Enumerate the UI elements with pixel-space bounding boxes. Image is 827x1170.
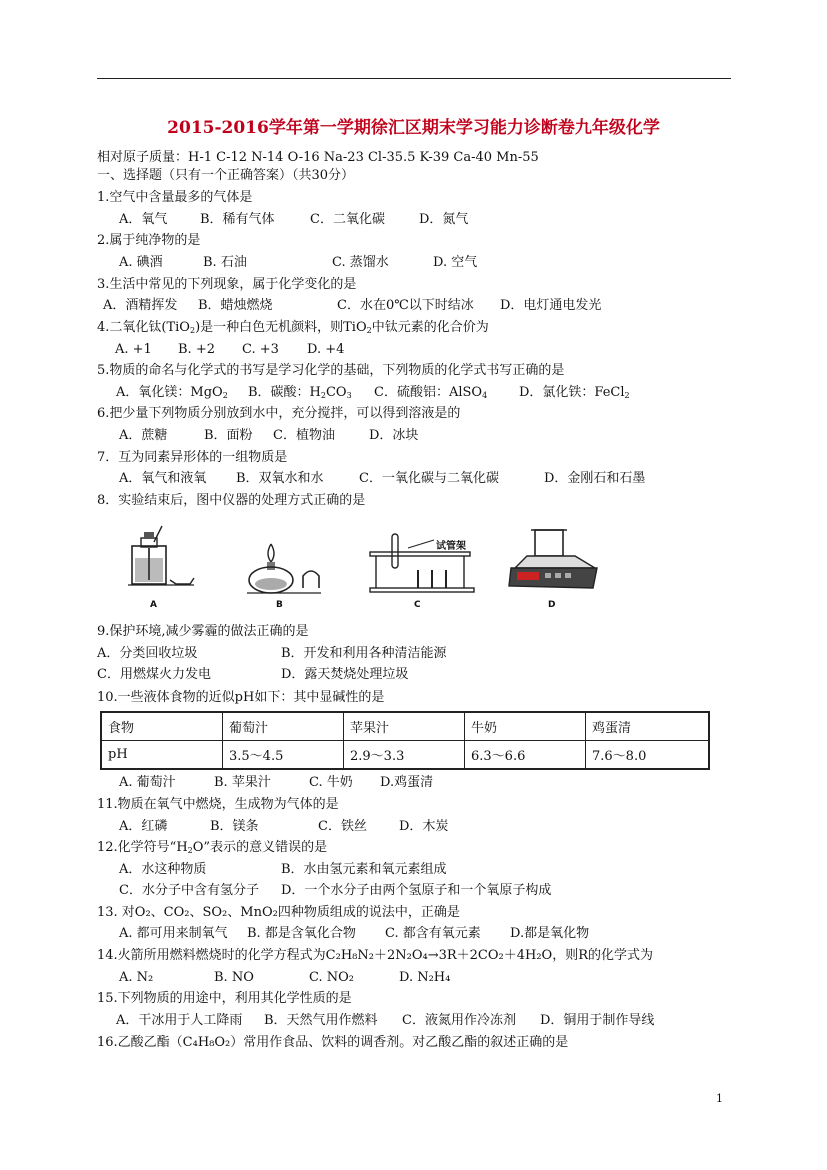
q12-option-a: A．水这种物质 — [119, 862, 207, 877]
q6-option-a: A．蔗糖 — [119, 428, 168, 443]
q1-option-d: D．氮气 — [419, 212, 469, 227]
q15-option-b: B．天然气用作燃料 — [264, 1013, 378, 1028]
q13-option-c: C. 都含有氧元素 — [385, 926, 481, 941]
q7-option-a: A．氧气和液氧 — [119, 471, 207, 486]
q11-option-d: D．木炭 — [399, 819, 449, 834]
q1-option-c: C．二氧化碳 — [310, 212, 385, 227]
section-heading: 一、选择题（只有一个正确答案）（共30分） — [97, 168, 355, 183]
apparatus-b-figure — [245, 540, 323, 600]
q3-option-a: A．酒精挥发 — [103, 298, 178, 313]
q14-option-d: D. N₂H₄ — [399, 970, 451, 985]
q11-option-c: C．铁丝 — [318, 819, 367, 834]
q15-option-a: A．干冰用于人工降雨 — [116, 1013, 243, 1028]
table-cell: 3.5～4.5 — [223, 741, 344, 770]
alcohol-lamp-icon — [245, 540, 323, 596]
q6-option-b: B．面粉 — [204, 428, 253, 443]
table-cell: 7.6～8.0 — [586, 741, 710, 770]
apparatus-c-label: C — [414, 600, 421, 610]
q7-option-c: C．一氧化碳与二氧化碳 — [359, 471, 499, 486]
q12-option-d: D．一个水分子由两个氢原子和一个氧原子构成 — [281, 883, 552, 898]
q4-option-d: D. +4 — [307, 342, 345, 357]
q2-option-c: C. 蒸馏水 — [332, 255, 389, 270]
q3-option-b: B．蜡烛燃烧 — [198, 298, 273, 313]
q10-option-a: A. 葡萄汁 — [119, 775, 176, 790]
q16-stem: 16.乙酸乙酯（C₄H₈O₂）常用作食品、饮料的调香剂。对乙酸乙酯的叙述正确的是 — [97, 1035, 569, 1050]
q8-stem: 8．实验结束后，图中仪器的处理方式正确的是 — [97, 493, 366, 508]
q10-option-b: B. 苹果汁 — [214, 775, 271, 790]
q6-stem: 6.把少量下列物质分别放到水中，充分搅拌，可以得到溶液是的 — [97, 406, 461, 421]
q3-option-c: C．水在0℃以下时结冰 — [337, 298, 474, 313]
header-rule — [97, 78, 731, 79]
q3-stem: 3.生活中常见的下列现象，属于化学变化的是 — [97, 277, 357, 292]
q13-option-b: B. 都是含氧化合物 — [247, 926, 356, 941]
table-row — [101, 741, 709, 770]
q10-option-d: D.鸡蛋清 — [380, 775, 434, 790]
q12-stem: 12.化学符号“$H_2O$”表示的意义错误的是 — [97, 840, 328, 855]
apparatus-b-label: B — [276, 600, 283, 610]
q4-stem: 4.二氧化钛(TiO$_2$)是一种白色无机颜料，则TiO$_2$中钛元素的化合价为 — [97, 320, 489, 335]
q14-option-b: B. NO — [214, 970, 254, 985]
q7-option-d: D．金刚石和石墨 — [544, 471, 646, 486]
q11-option-b: B．镁条 — [210, 819, 259, 834]
q14-option-a: A. N₂ — [119, 970, 154, 985]
q1-stem: 1.空气中含量最多的气体是 — [97, 190, 253, 205]
q2-option-d: D. 空气 — [433, 255, 478, 270]
q15-option-d: D．铜用于制作导线 — [540, 1013, 655, 1028]
table-cell: 2.9～3.3 — [344, 741, 465, 770]
table-cell: 葡萄汁 — [223, 712, 344, 741]
page-title: 2015-2016学年第一学期徐汇区期末学习能力诊断卷九年级化学 — [167, 118, 660, 138]
q1-option-a: A．氧气 — [119, 212, 168, 227]
page-number: 1 — [716, 1092, 723, 1105]
q2-option-a: A. 碘酒 — [119, 255, 163, 270]
table-cell: 食物 — [101, 712, 223, 741]
table-cell: 苹果汁 — [344, 712, 465, 741]
q15-option-c: C．液氮用作冷冻剂 — [402, 1013, 516, 1028]
q1-option-b: B．稀有气体 — [200, 212, 275, 227]
q4-option-c: C. +3 — [242, 342, 279, 357]
q3-option-d: D．电灯通电发光 — [500, 298, 602, 313]
q6-option-d: D．冰块 — [369, 428, 419, 443]
q15-stem: 15.下列物质的用途中，利用其化学性质的是 — [97, 991, 352, 1006]
q7-stem: 7．互为同素异形体的一组物质是 — [97, 450, 288, 465]
q7-option-b: B．双氧水和水 — [236, 471, 324, 486]
q13-option-d: D.都是氧化物 — [510, 926, 590, 941]
rack-caption: 试管架 — [436, 541, 466, 552]
q9-option-c: C．用燃煤火力发电 — [97, 667, 211, 682]
q5-option-b: B．碳酸：$H_2CO_3$ — [248, 385, 352, 400]
q11-stem: 11.物质在氧气中燃烧，生成物为气体的是 — [97, 797, 339, 812]
q5-option-d: D．氯化铁：FeCl$_2$ — [519, 385, 630, 400]
table-cell: 鸡蛋清 — [586, 712, 710, 741]
table-cell: 6.3～6.6 — [465, 741, 586, 770]
table-row — [101, 712, 709, 741]
electronic-balance-icon — [505, 526, 601, 596]
q9-stem: 9.保护环境,减少雾霾的做法正确的是 — [97, 624, 309, 639]
q4-option-a: A. +1 — [115, 342, 152, 357]
q14-stem: 14.火箭所用燃料燃烧时的化学方程式为C₂H₈N₂＋2N₂O₄→3R＋2CO₂＋4H₂O，则R的化学式为 — [97, 948, 653, 963]
apparatus-d-label: D — [548, 600, 556, 610]
q14-option-c: C. NO₂ — [309, 970, 354, 985]
reagent-bottle-icon — [126, 522, 196, 594]
apparatus-a-label: A — [150, 600, 157, 610]
q5-option-c: C．硫酸铝：AlSO$_4$ — [374, 385, 488, 400]
q5-option-a: A．氧化镁：MgO$_2$ — [116, 385, 228, 400]
q6-option-c: C．植物油 — [273, 428, 335, 443]
ph-table — [100, 711, 710, 770]
q5-stem: 5.物质的命名与化学式的书写是学习化学的基础，下列物质的化学式书写正确的是 — [97, 363, 565, 378]
q9-option-d: D．露天焚烧处理垃圾 — [281, 667, 409, 682]
q2-stem: 2.属于纯净物的是 — [97, 233, 201, 248]
q12-option-b: B．水由氢元素和氧元素组成 — [281, 862, 447, 877]
q2-option-b: B. 石油 — [203, 255, 247, 270]
q10-stem: 10.一些液体食物的近似pH如下：其中显碱性的是 — [97, 690, 385, 705]
table-cell: 牛奶 — [465, 712, 586, 741]
q9-option-a: A．分类回收垃圾 — [97, 646, 198, 661]
atomic-masses: 相对原子质量：H-1 C-12 N-14 O-16 Na-23 Cl-35.5 K-39 Ca-40 Mn-55 — [97, 150, 539, 165]
q13-option-a: A. 都可用来制氧气 — [119, 926, 228, 941]
apparatus-d-figure — [505, 526, 601, 600]
q13-stem: 13. 对O₂、CO₂、SO₂、MnO₂四种物质组成的说法中，正确是 — [97, 905, 460, 920]
q9-option-b: B．开发和利用各种清洁能源 — [281, 646, 447, 661]
apparatus-a-figure — [126, 522, 196, 598]
q4-option-b: B. +2 — [178, 342, 215, 357]
q12-option-c: C．水分子中含有氢分子 — [119, 883, 259, 898]
q11-option-a: A．红磷 — [119, 819, 168, 834]
table-cell: pH — [101, 741, 223, 770]
q10-option-c: C. 牛奶 — [309, 775, 353, 790]
